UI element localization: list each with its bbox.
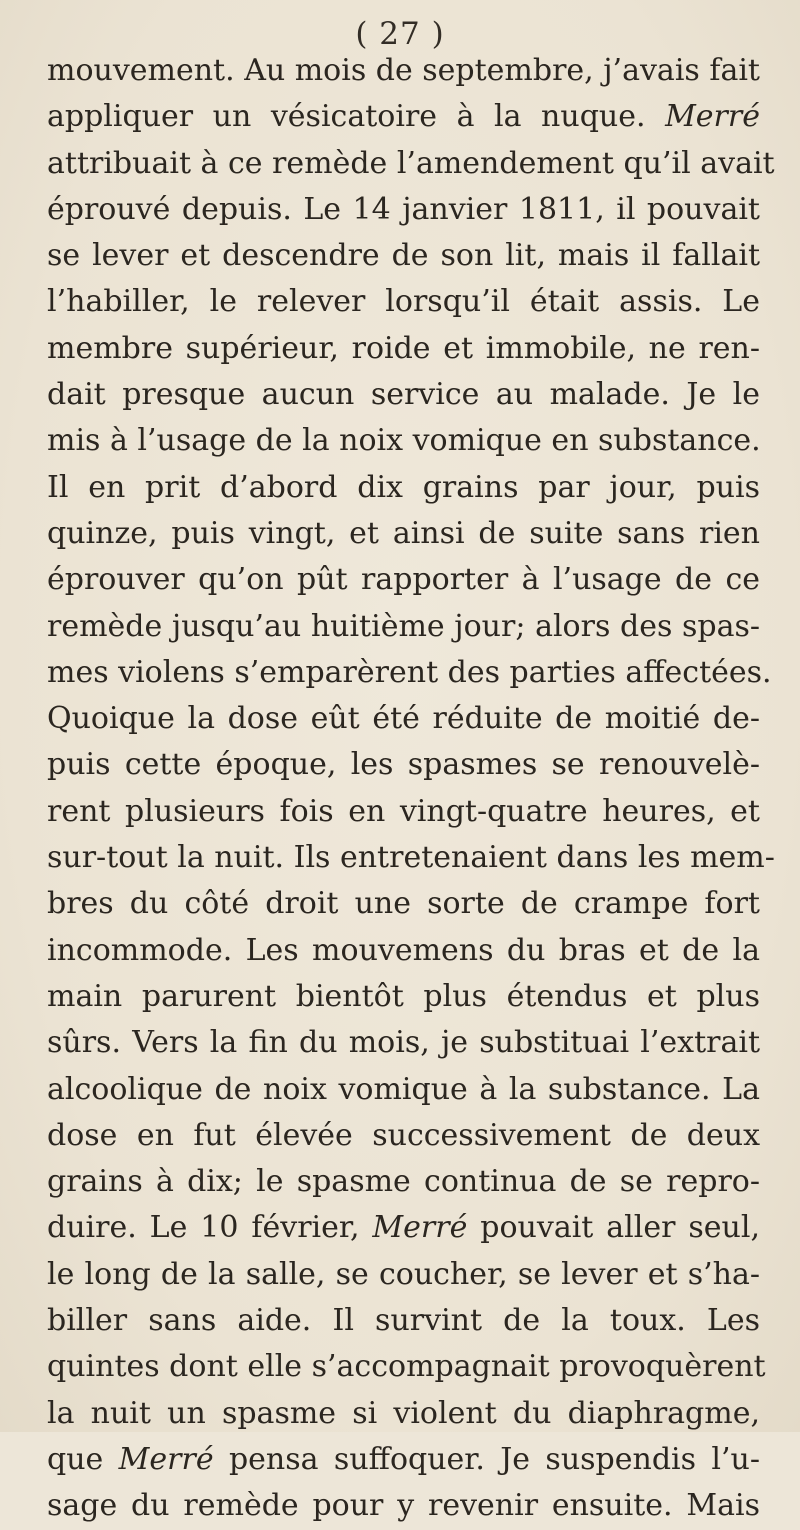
text-line: la nuit un spasme si violent du diaphragme, bbox=[47, 1395, 760, 1431]
text-line: alcoolique de noix vomique à la substance. La bbox=[47, 1071, 760, 1107]
text-line: puis cette époque, les spasmes se renouvelè- bbox=[47, 747, 760, 783]
text-line: sage du remède pour y revenir ensuite. Mais bbox=[47, 1488, 760, 1524]
text-line: quinze, puis vingt, et ainsi de suite sans rien bbox=[47, 515, 760, 551]
text-line: dose en fut élevée successivement de deux bbox=[47, 1117, 760, 1153]
text-line: que Merré pensa suffoquer. Je suspendis l’u- bbox=[47, 1441, 760, 1477]
page-number: ( 27 ) bbox=[355, 16, 445, 52]
text-line: le long de la salle, se coucher, se lever et s’ha- bbox=[47, 1256, 760, 1292]
text-line: membre supérieur, roide et immobile, ne ren- bbox=[47, 330, 760, 366]
text-line: incommode. Les mouvemens du bras et de la bbox=[47, 932, 760, 968]
text-line: Il en prit d’abord dix grains par jour, puis bbox=[47, 469, 760, 505]
text-line: bres du côté droit une sorte de crampe fort bbox=[47, 886, 760, 922]
text-line: mis à l’usage de la noix vomique en substance. bbox=[47, 423, 761, 459]
text-line: se lever et descendre de son lit, mais il fallait bbox=[47, 238, 760, 274]
text-line: main parurent bientôt plus étendus et plus bbox=[47, 978, 760, 1014]
text-line: éprouver qu’on pût rapporter à l’usage de ce bbox=[47, 562, 760, 598]
text-line: éprouvé depuis. Le 14 janvier 1811, il pouvait bbox=[47, 191, 760, 227]
body-text bbox=[47, 48, 775, 1530]
text-line: mes violens s’emparèrent des parties affectées. bbox=[47, 654, 772, 690]
text-line: duire. Le 10 février, Merré pouvait aller seul, bbox=[47, 1210, 760, 1246]
text-line: biller sans aide. Il survint de la toux. Les bbox=[47, 1303, 760, 1339]
text-line: Quoique la dose eût été réduite de moitié de- bbox=[47, 701, 760, 737]
text-line: remède jusqu’au huitième jour; alors des spas- bbox=[47, 608, 760, 644]
patient-name: Merré bbox=[665, 99, 760, 135]
patient-name: Merré bbox=[372, 1210, 468, 1246]
text-line: quintes dont elle s’accompagnait provoquèrent bbox=[47, 1349, 766, 1385]
text-line: dait presque aucun service au malade. Je le bbox=[47, 377, 760, 413]
text-line: mouvement. Au mois de septembre, j’avais fait bbox=[47, 53, 760, 88]
text-line: sûrs. Vers la fin du mois, je substituai l’extrait bbox=[47, 1025, 760, 1061]
text-line: rent plusieurs fois en vingt-quatre heures, et bbox=[47, 793, 760, 829]
text-line: l’habiller, le relever lorsqu’il était assis. Le bbox=[47, 284, 760, 320]
text-line: grains à dix; le spasme continua de se repro- bbox=[47, 1164, 760, 1200]
patient-name: Merré bbox=[118, 1441, 214, 1477]
text-line: appliquer un vésicatoire à la nuque. Merré bbox=[47, 99, 760, 135]
text-line: sur-tout la nuit. Ils entretenaient dans les mem- bbox=[47, 840, 775, 876]
text-line: attribuait à ce remède l’amendement qu’il avait bbox=[47, 145, 775, 181]
